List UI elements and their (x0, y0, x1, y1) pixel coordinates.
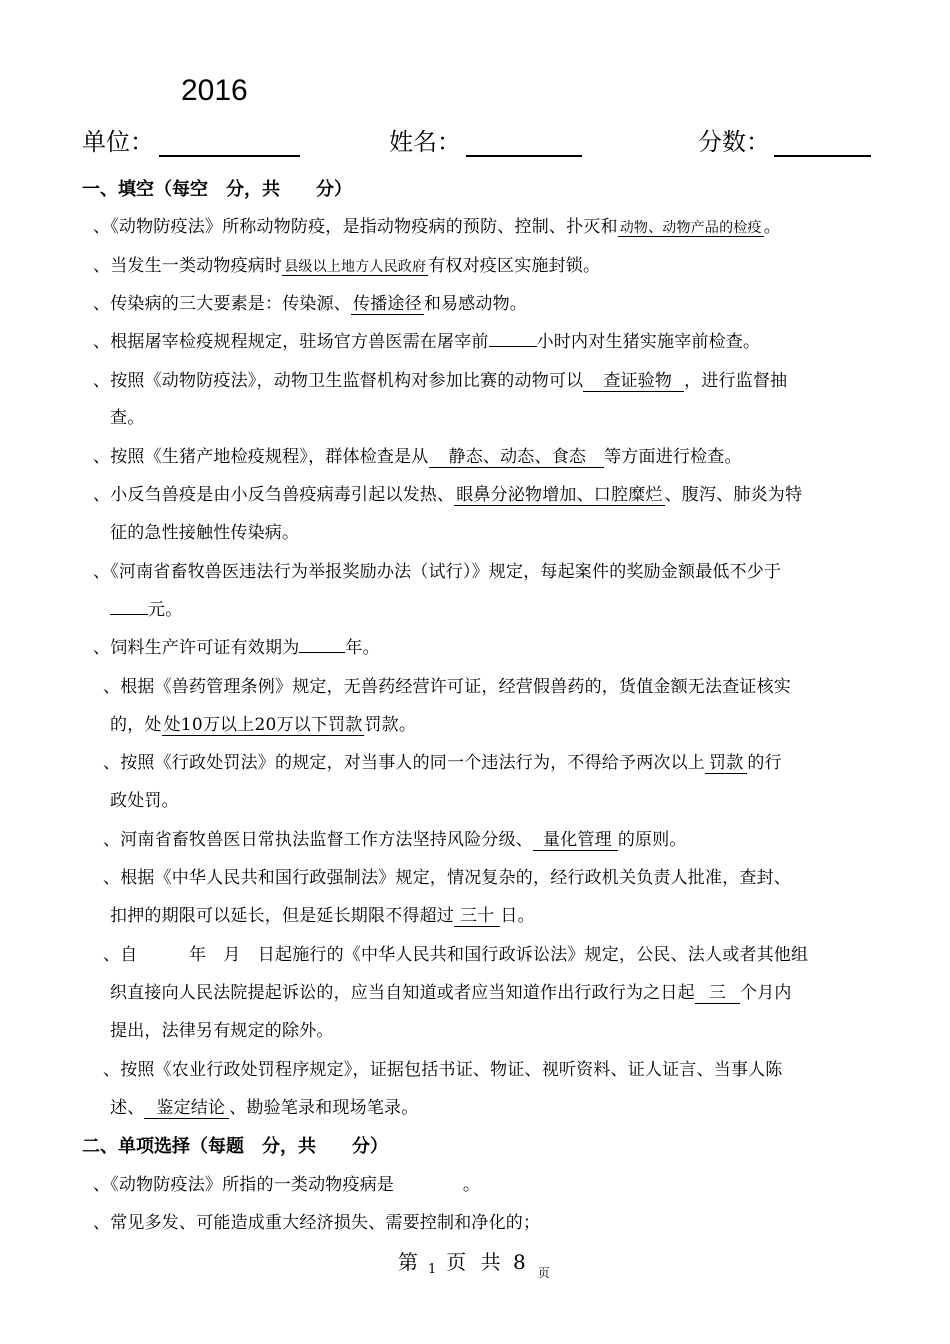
section-title-fill-blank: 一、填空（每空 分，共 分） (82, 179, 352, 200)
answer: 罚款 (705, 753, 747, 774)
answer: 三 (695, 983, 740, 1004)
question-10: 、根据《兽药管理条例》规定，无兽药经营许可证，经营假兽药的，货值金额无法查证核实 (103, 677, 791, 697)
question-15-cont: 述、 鉴定结论 、勘验笔录和现场笔录。 (110, 1098, 419, 1118)
section-title-single-choice: 二、单项选择（每题 分，共 分） (82, 1136, 388, 1157)
question-8-cont: 元。 (110, 595, 182, 620)
question-1: 、《动物防疫法》所称动物防疫，是指动物疫病的预防、控制、扑灭和 动物、动物产品的检疫 。 (93, 217, 781, 237)
question-15: 、按照《农业行政处罚程序规定》，证据包括书证、物证、视听资料、证人证言、当事人陈 (103, 1060, 783, 1080)
question-11: 、按照《行政处罚法》的规定，对当事人的同一个违法行为，不得给予两次以上 罚款 的行 (103, 753, 782, 773)
page-footer: 第 $_1$ 页 共 8 $_页$ (398, 1250, 550, 1280)
question-2: 、当发生一类动物疫病时 县级以上地方人民政府 有权对疫区实施封锁。 (93, 256, 601, 276)
answer-blank[interactable] (110, 600, 148, 615)
question-14: 、自 年 月 日起施行的《中华人民共和国行政诉讼法》规定，公民、法人或者其他组 (103, 945, 809, 965)
question-5: 、按照《动物防疫法》，动物卫生监督机构对参加比赛的动物可以 查证验物 ，进行监督抽 (93, 371, 788, 391)
answer: 查证验物 (583, 371, 684, 392)
score-label: 分数： (698, 128, 770, 156)
page-number: 1 (428, 1262, 437, 1277)
choice-question-2: 、常见多发、可能造成重大经济损失、需要控制和净化的； (93, 1213, 541, 1233)
question-4: 、根据屠宰检疫规程规定，驻场官方兽医需在屠宰前 小时内对生猪实施宰前检查。 (93, 332, 761, 352)
answer: 动物、动物产品的检疫 (619, 220, 762, 236)
unit-field-line[interactable] (159, 155, 300, 157)
question-7-cont: 征的急性接触性传染病。 (110, 523, 300, 543)
page-total: 8 (513, 1250, 526, 1274)
answer: 处10万以上20万以下罚款 (163, 715, 363, 735)
question-14-cont2: 提出，法律另有规定的除外。 (110, 1021, 334, 1041)
name-label: 姓名： (389, 128, 461, 156)
name-field-line[interactable] (466, 155, 582, 157)
exam-year: 2016 (181, 74, 248, 107)
question-3: 、传染病的三大要素是：传染源、 传播途径 和易感动物。 (93, 294, 528, 314)
question-11-cont: 政处罚。 (110, 791, 179, 811)
choice-question-1: 、《动物防疫法》所指的一类动物疫病是 。 (93, 1175, 481, 1195)
question-13: 、根据《中华人民共和国行政强制法》规定，情况复杂的，经行政机关负责人批准，查封、 (103, 868, 791, 888)
question-12: 、河南省畜牧兽医日常执法监督工作方法坚持风险分级、 量化管理 的原则。 (103, 830, 687, 850)
answer: 眼鼻分泌物增加、口腔糜烂 (456, 485, 663, 505)
answer-blank[interactable] (299, 638, 345, 653)
score-field-line[interactable] (774, 155, 871, 157)
answer: 量化管理 (533, 830, 618, 851)
question-7: 、小反刍兽疫是由小反刍兽疫病毒引起以发热、 眼鼻分泌物增加、口腔糜烂 、腹泻、肺炎为特 (93, 485, 803, 505)
question-5-cont: 查。 (110, 408, 145, 428)
answer: 传播途径 (353, 294, 422, 314)
answer: 县级以上地方人民政府 (284, 259, 427, 275)
question-10-cont: 的，处 处10万以上20万以下罚款 罚款。 (110, 715, 417, 735)
question-14-cont: 织直接向人民法院提起诉讼的，应当自知道或者应当知道作出行政行为之日起 三 个月内 (110, 983, 792, 1003)
answer: 静态、动态、食态 (429, 447, 605, 468)
answer: 鉴定结论 (144, 1098, 229, 1119)
answer: 三十 (454, 906, 500, 927)
question-9: 、饲料生产许可证有效期为 年。 (93, 638, 380, 658)
unit-label: 单位： (82, 128, 154, 156)
question-13-cont: 扣押的期限可以延长，但是延长期限不得超过 三十 日。 (110, 906, 535, 926)
question-6: 、按照《生猪产地检疫规程》，群体检查是从 静态、动态、食态 等方面进行检查。 (93, 447, 742, 467)
answer-blank[interactable] (489, 332, 537, 347)
question-8: 、《河南省畜牧兽医违法行为举报奖励办法（试行）》规定，每起案件的奖励金额最低不少于 (93, 562, 782, 582)
